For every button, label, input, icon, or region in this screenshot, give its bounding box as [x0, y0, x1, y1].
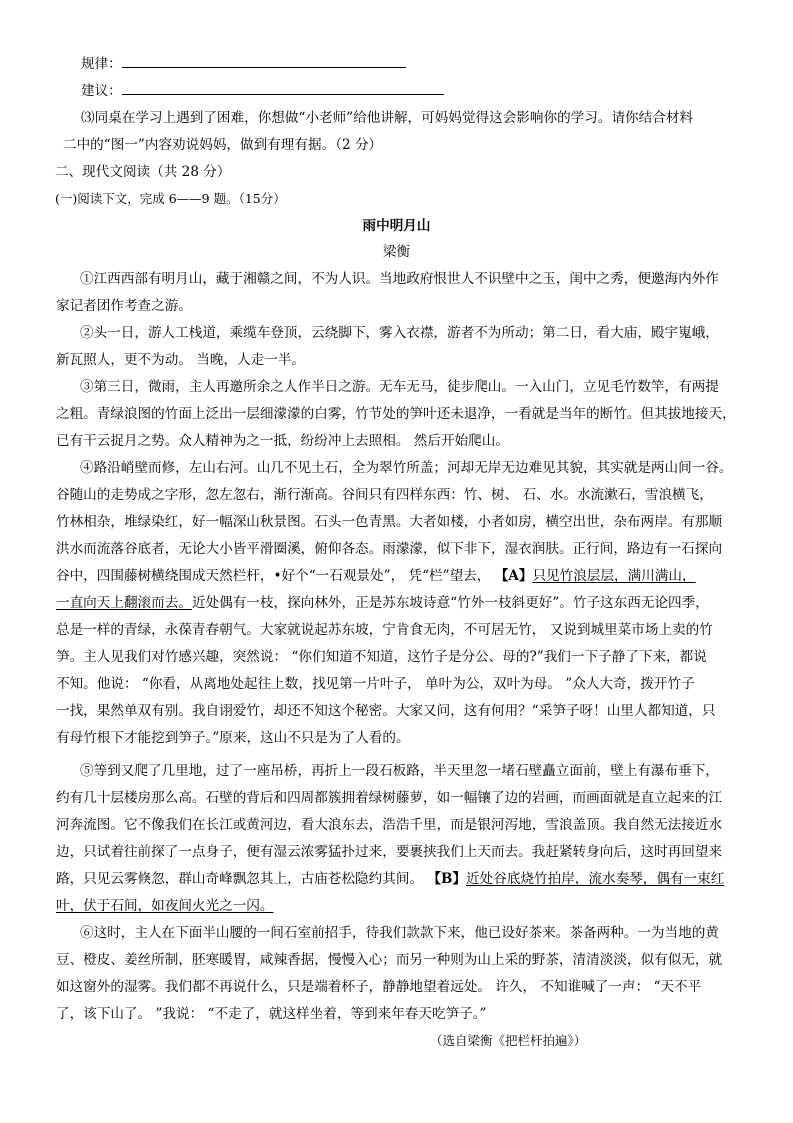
- underlined-sentence-a: 只见竹浪层层，满川满山，: [532, 568, 696, 584]
- p4-line: 笋。主人见我们对竹感兴趣，突然说： “你们知道不知道，这竹子是分公、母的?”我们一下子静了下来，都说: [56, 649, 707, 665]
- p4-line: 总是一样的青绿，永葆青春朝气。大家就说起苏东坡，宁肯食无肉，不可居无竹， 又说到城里菜市场上卖的竹: [56, 622, 713, 638]
- rule-line: [81, 56, 406, 72]
- advice-label: 建议：: [81, 83, 122, 99]
- part-1-instruction: (一)阅读下文，完成 6——9 题。（15分）: [55, 191, 286, 206]
- article-title: 雨中明月山: [362, 218, 431, 234]
- advice-answer-blank: [122, 84, 444, 95]
- p2-line: ②头一日，游人工栈道，乘缆车登顶，云绕脚下，雾入衣襟，游者不为所动；第二日，看大庙，殿宇嵬峨，: [80, 325, 719, 341]
- underlined-sentence-b-end: 叶，伏于石间，如夜间火光之一闪。: [56, 898, 274, 914]
- p5-line-6: [56, 898, 274, 914]
- marker-a: 【A】: [494, 568, 533, 584]
- p5-line-5: [56, 871, 724, 887]
- p3-line: 之粗。青绿浪图的竹面上泛出一层细濛濛的白雾，竹节处的笋叶还未退净，一看就是当年的断竹。但其拔地接天，: [56, 406, 736, 422]
- rule-label: 规律：: [81, 56, 122, 72]
- question-3-line-2: 二中的“图一”内容劝说妈妈，做到有理有据。（2 分）: [63, 137, 383, 153]
- advice-line: [81, 83, 444, 99]
- p4-line: 谷随山的走势成之字形，忽左忽右，渐行渐高。谷间只有四样东西：竹、树、 石、水。水流漱石，雪浪横飞，: [56, 487, 713, 503]
- p2-line: 新瓦照人，更不为动。 当晚，人走一半。: [56, 352, 306, 368]
- p4-line-5-text: 谷中，四围藤树横绕围成天然栏杆，•好个“一石观景处”， 凭“栏”望去，: [56, 568, 495, 584]
- p5-line: 约有几十层楼房那么高。石壁的背后和四周都簇拥着绿树藤萝，如一幅镶了边的岩画，而画面就是直立起来的江: [56, 790, 723, 806]
- marker-b: 【B】: [427, 871, 467, 887]
- p5-line: 边，只试着往前探了一点身子，便有湿云浓雾猛扑过来，要裹挟我们上天而去。我赶紧转身向后，这时再回望来: [56, 844, 723, 860]
- p4-line: 有母竹根下才能挖到笋子。”原来，这山不只是为了人看的。: [56, 730, 410, 746]
- p4-line-6-text: 近处偶有一枝，探向林外，正是苏东坡诗意“竹外一枝斜更好”。竹子这东西无论四季，: [191, 595, 709, 611]
- question-3-line-1: ⑶同桌在学习上遇到了困难，你想做“小老师”给他讲解，可妈妈觉得这会影响你的学习。请你结合材料: [81, 110, 694, 126]
- p3-line: ③第三日，微雨，主人再邀所余之人作半日之游。无车无马，徒步爬山。一入山门，立见毛竹数竿，有两提: [80, 379, 719, 395]
- rule-answer-blank: [122, 57, 406, 68]
- p4-line: 不知。他说： “你看，从离地处起往上数，找见第一片叶子， 单叶为公，双叶为母。 ”众人大奇，拨开竹子: [56, 676, 695, 692]
- p4-line: 洪水而流落谷底者，无论大小皆平滑圈溪，俯仰各态。雨濛濛，似下非下，湿衣润肤。正行间，路边有一石探向: [56, 541, 723, 557]
- p6-line: 如这窗外的湿雾。我们都不再说什么，只是端着杯子，静静地望着远处。 许久， 不知谁喊了一声： “天不平: [56, 979, 702, 995]
- p6-line: 豆、橙皮、姜丝所制，胚寒暖胃，咸辣香据，慢慢入心；而另一种则为山上采的野茶，清清淡淡，似有似无，就: [56, 952, 723, 968]
- p4-line-6: [56, 595, 709, 611]
- article-source: （选自梁衡《把栏杆拍遍》）: [430, 1033, 587, 1048]
- p6-line: ⑥这时，主人在下面半山腰的一间石室前招手，待我们款款下来，他已设好茶来。茶备两种。一为当地的黄: [80, 925, 719, 941]
- underlined-sentence-b: 近处谷底烧竹拍岸，流水奏琴，偶有一束红: [466, 871, 725, 887]
- p4-line: 竹林相杂，堆绿染红，好一幅深山秋景图。石头一色青黑。大者如楼，小者如房，横空出世，杂布两岸。有那顺: [56, 514, 723, 530]
- p1-line: ①江西西部有明月山，藏于湘赣之间，不为人识。当地政府恨世人不识壁中之玉，闺中之秀，便邀海内外作: [80, 271, 719, 287]
- p4-line: ④路沿峭壁而修，左山右河。山几不见土石，全为翠竹所盖；河却无岸无边难见其貌，其实就是两山间一谷。: [80, 460, 733, 476]
- p1-line: 家记者团作考查之游。: [56, 298, 192, 314]
- article-author: 梁衡: [382, 244, 411, 260]
- p4-line-5: [56, 568, 696, 584]
- underlined-sentence-a-end: 一直向天上翻滚而去。: [56, 595, 192, 611]
- p5-line: 河奔流图。它不像我们在长江或黄河边，看大浪东去，浩浩千里，而是银河泻地，雪浪盖顶。我自然无法接近水: [56, 817, 723, 833]
- section-2-heading: 二、现代文阅读（共 28 分）: [55, 164, 231, 180]
- p4-line: 一找，果然单双有别。我自诩爱竹，却还不知这个秘密。大家又问，这有何用？“采笋子呀！山里人都知道，只: [56, 703, 716, 719]
- p5-line-5-text: 路，只见云雾倏忽，群山奇峰飘忽其上，古庙苍松隐约其间。: [56, 871, 428, 887]
- p5-line: ⑤等到又爬了几里地，过了一座吊桥，再折上一段石板路，半天里忽一堵石壁矗立面前，壁上有瀑布垂下，: [80, 763, 719, 779]
- p6-line: 了，该下山了。 ”我说： “不走了，就这样坐着，等到来年春天吃笋子。”: [56, 1006, 487, 1022]
- p3-line: 已有干云捉月之势。众人精神为之一抵，纷纷冲上去照相。 然后开始爬山。: [56, 433, 509, 449]
